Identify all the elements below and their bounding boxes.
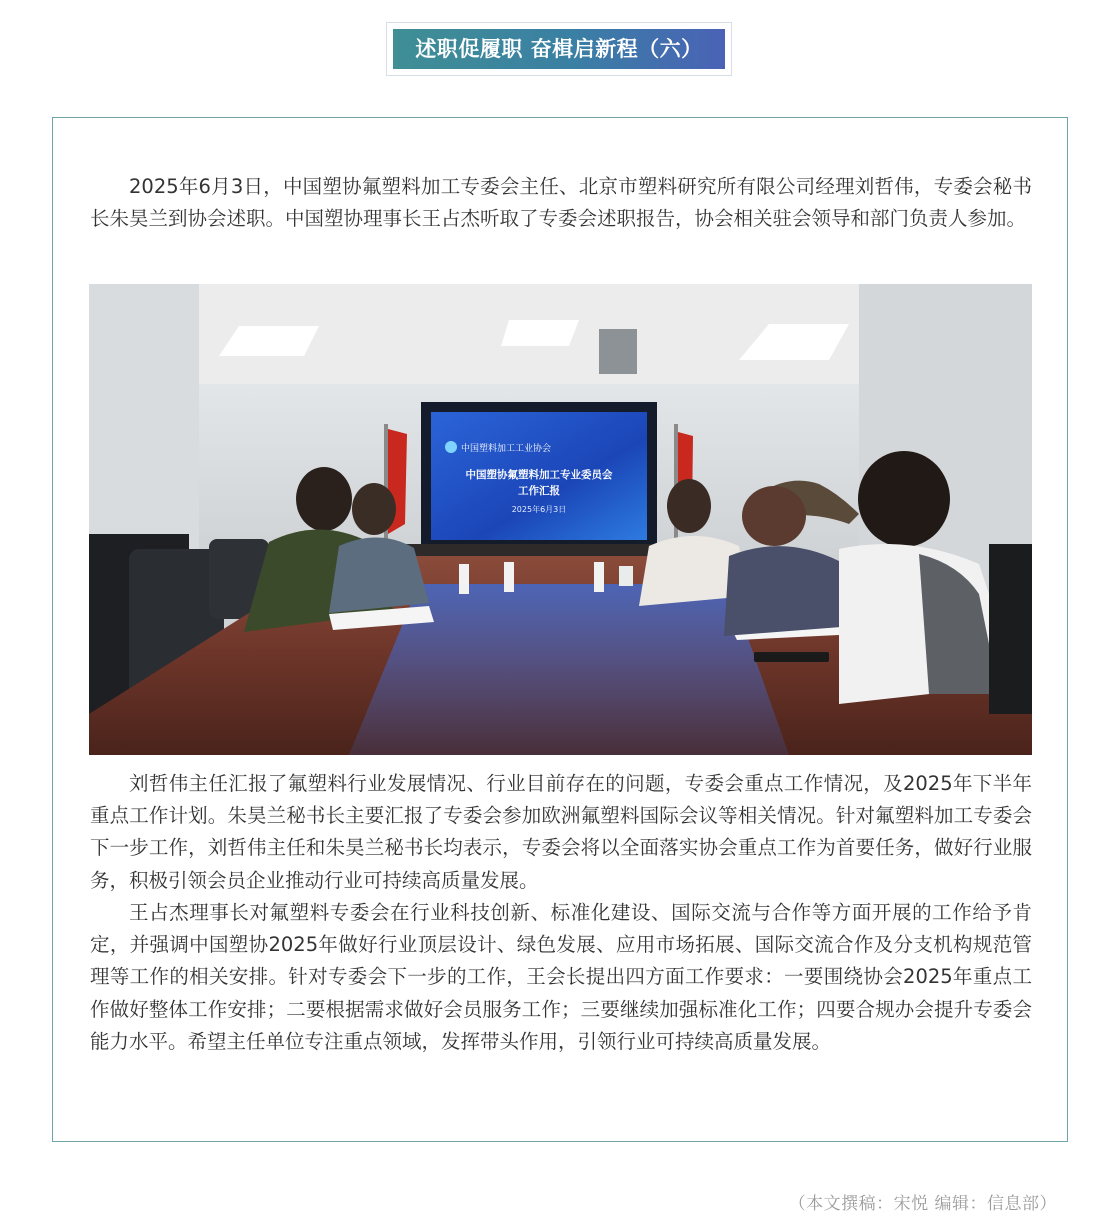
ceiling-vent — [599, 329, 637, 374]
screen-logo-text: 中国塑料加工工业协会 — [461, 444, 552, 454]
article-paragraph-2: 刘哲伟主任汇报了氟塑料行业发展情况、行业目前存在的问题，专委会重点工作情况，及2025年下半年重点工作计划。朱昊兰秘书长主要汇报了专委会参加欧洲氟塑料国际会议等相关情况。针对氟塑料加工专委会下一步工作，刘哲伟主任和朱昊兰秘书长均表示，专委会将以全面落实协会重点工作为首要任务，做好行业服务，积极引领会员企业推动行业可持续高质量发展。 — [90, 772, 1032, 892]
article-card — [52, 117, 1068, 1142]
screen-date: 2025年6月3日 — [511, 505, 567, 514]
person-3-head — [667, 479, 711, 533]
article-paragraph-1: 2025年6月3日，中国塑协氟塑料加工专委会主任、北京市塑料研究所有限公司经理刘哲伟，专委会秘书长朱昊兰到协会述职。中国塑协理事长王占杰听取了专委会述职报告，协会相关驻会领导和部门负责人参加。 — [90, 175, 1032, 231]
person-5-head — [858, 451, 950, 547]
ceiling-light — [501, 320, 579, 346]
person-4-body — [724, 546, 854, 636]
banner-frame — [386, 22, 732, 76]
person-1-head — [296, 467, 352, 531]
water-bottle — [504, 562, 514, 592]
person-4-head — [742, 486, 806, 546]
meeting-photo-illustration — [89, 284, 1032, 755]
screen-logo-icon — [445, 441, 457, 453]
section-banner-title: 述职促履职 奋楫启新程（六） — [393, 29, 725, 69]
person-2-body — [329, 537, 429, 613]
screen-title-line-1: 中国塑协氟塑料加工专业委员会 — [465, 469, 613, 481]
screen-title-line-2: 工作汇报 — [518, 485, 560, 497]
water-bottle — [594, 562, 604, 592]
water-bottle — [459, 564, 469, 594]
article-paragraph-3: 王占杰理事长对氟塑料专委会在行业科技创新、标准化建设、国际交流与合作等方面开展的工作给予肯定，并强调中国塑协2025年做好行业顶层设计、绿色发展、应用市场拓展、国际交流合作及分支机构规范管理等工作的相关安排。针对专委会下一步的工作，王会长提出四方面工作要求：一要围绕协会2025年重点工作做好整体工作安排；二要根据需求做好会员服务工作；三要继续加强标准化工作；四要合规办会提升专委会能力水平。希望主任单位专注重点领域，发挥带头作用，引领行业可持续高质量发展。 — [90, 901, 1032, 1053]
author-credit: （本文撰稿：宋悦 编辑：信息部） — [788, 1194, 1057, 1214]
mobile-phone — [754, 652, 829, 662]
tea-cup — [619, 566, 633, 586]
chair-right — [989, 544, 1032, 714]
person-2-head — [352, 483, 396, 535]
meeting-photo — [89, 284, 1032, 755]
